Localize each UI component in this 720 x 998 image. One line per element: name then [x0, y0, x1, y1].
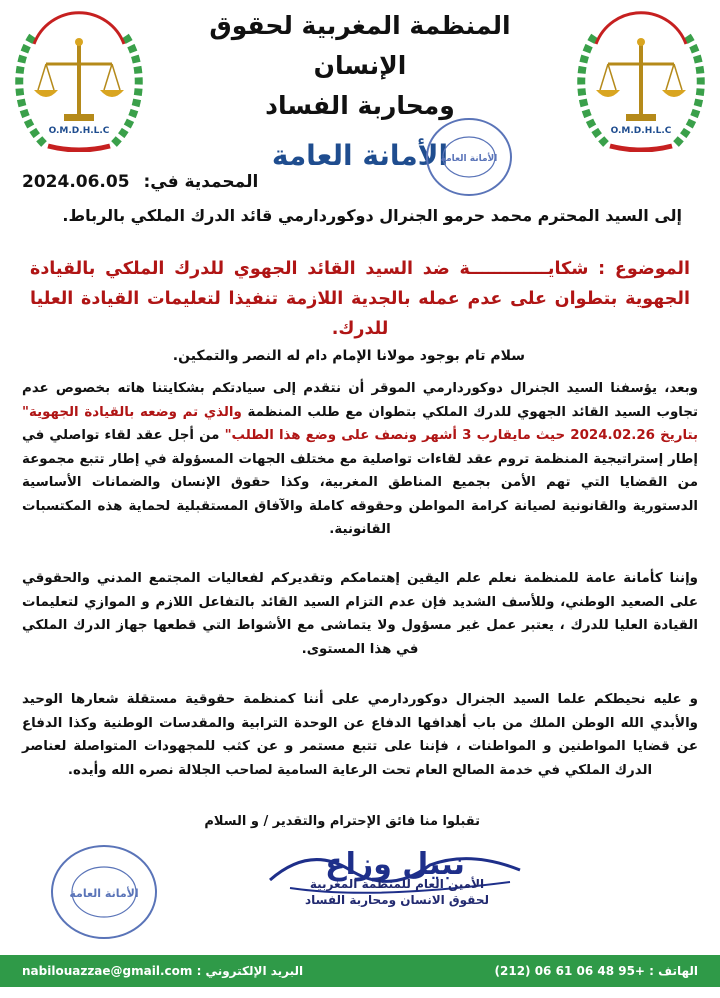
email-label: البريد الإلكتروني :: [196, 964, 304, 978]
round-stamp-icon: [424, 116, 514, 198]
general-secretariat-title: الأمانة العامة: [271, 139, 449, 172]
paragraph-1-part-c: من أجل عقد لقاء تواصلي في إطار إستراتيجية المنظمة تروم عقد لقاءات تواصلية مع مختلف الجهات المسؤولة في إطار تتبع مجموعة من القضايا التي تهم الأمن بجميع المناطق المغربية، وكذا حقوق الإنسان والضمانات الأساسية الدستورية والقانونية لصيانة كرامة المواطن وحقوقه كاملة والآفاق المستقبلية لحماية هذه المكتسبات القانونية.: [22, 428, 698, 537]
organization-name-line2: ومحاربة الفساد: [265, 91, 455, 120]
greeting: سلام تام بوجود مولانا الإمام دام له النصر والتمكين.: [172, 348, 525, 364]
body-paragraph-2: وإننا كأمانة عامة للمنظمة نعلم علم اليقين إهتمامكم وتقديركم لفعاليات المجتمع المدني والحقوقي على الصعيد الوطني، وللأسف الشديد فإن عدم التزام السيد القائد بالتفاعل اللازم و الموازي لتعليمات القيادة العليا للدرك ، يعتبر عمل غير مسؤول ولا يتماشى مع الأشواط التي قطعها جهاز الدرك الملكي في هذا المستوى.: [22, 571, 698, 657]
organization-logo-left: [4, 4, 154, 152]
stamp-center-text: الأمانة العامة: [440, 154, 498, 164]
date-label: المحمدية في:: [143, 172, 259, 192]
signature-title-line2: لحقوق الانسان ومحاربة الفساد: [305, 893, 489, 907]
scales-of-justice-icon: [34, 38, 124, 121]
scales-of-justice-icon: [596, 38, 686, 121]
paragraph-1-highlight: والذي تم وضعه بالقيادة الجهوية" بتاريخ 2024.02.26 حيث مايقارب 3 أشهر ونصف على وضع هذا الطلب": [22, 404, 699, 443]
email-address: nabilouazzae@gmail.com: [22, 964, 193, 978]
logo-acronym: O.M.D.H.L.C: [610, 126, 672, 136]
letter-date: [22, 172, 422, 192]
phone-label: الهاتف :: [649, 964, 698, 978]
signature-title: [262, 876, 532, 908]
footer-email: [22, 964, 303, 978]
contact-footer: [0, 955, 720, 987]
footer-phone: [495, 964, 698, 978]
stamp-center-text: الأمانة العامة: [69, 887, 139, 900]
round-stamp-icon: [48, 842, 160, 942]
body-paragraph-3: و عليه نحيطكم علما السيد الجنرال دوكوردارمي على أننا كمنظمة حقوقية مستقلة شعارها الوحيد والأبدي الله الوطن الملك من باب أهدافها الدفاع عن الوحدة الترابية والمقدسات الوطنية وكذا الدفاع عن قضايا المواطنين و المواطنات ، فإننا على تتبع مستمر و عن كثب للمجهودات المتواصلة لعناصر الدرك الملكي في خدمة الصالح العام تحت الرعاية السامية لصاحب الجلالة نصره الله وأيده.: [22, 692, 698, 778]
body-paragraph-1: [22, 377, 698, 542]
addressee-line: إلى السيد المحترم محمد حرمو الجنرال دوكوردارمي قائد الدرك الملكي بالرباط.: [62, 206, 682, 225]
logo-acronym: O.M.D.H.L.C: [48, 126, 110, 136]
date-value: 2024.06.05: [22, 172, 130, 192]
paragraph-1-part-a: وبعد، يؤسفنا السيد الجنرال دوكوردارمي الموقر أن نتقدم إلى سيادتكم بشكايتنا هاته بخصوص عدم تجاوب السيد القائد الجهوي للدرك الملكي بتطوان مع طلب المنظمة: [22, 381, 698, 420]
organization-name-line1: المنظمة المغربية لحقوق الإنسان: [209, 11, 511, 80]
organization-logo-right: [566, 4, 716, 152]
phone-number: (212) 06 61 06 48 95+: [494, 964, 645, 978]
signature-name: نبيل وزاع: [325, 847, 465, 882]
letter-subject: الموضوع : شكايـــــــــــــة ضد السيد القائد الجهوي للدرك الملكي بالقيادة الجهوية بتطوان على عدم عمله بالجدية اللازمة تنفيذا لتعليمات القيادة العليا للدرك.: [30, 259, 690, 339]
closing-line: تقبلوا منا فائق الإحترام والتقدير / و السلام: [204, 814, 480, 829]
signature-title-line1: الأمين العام للمنظمة المغربية: [309, 877, 485, 891]
